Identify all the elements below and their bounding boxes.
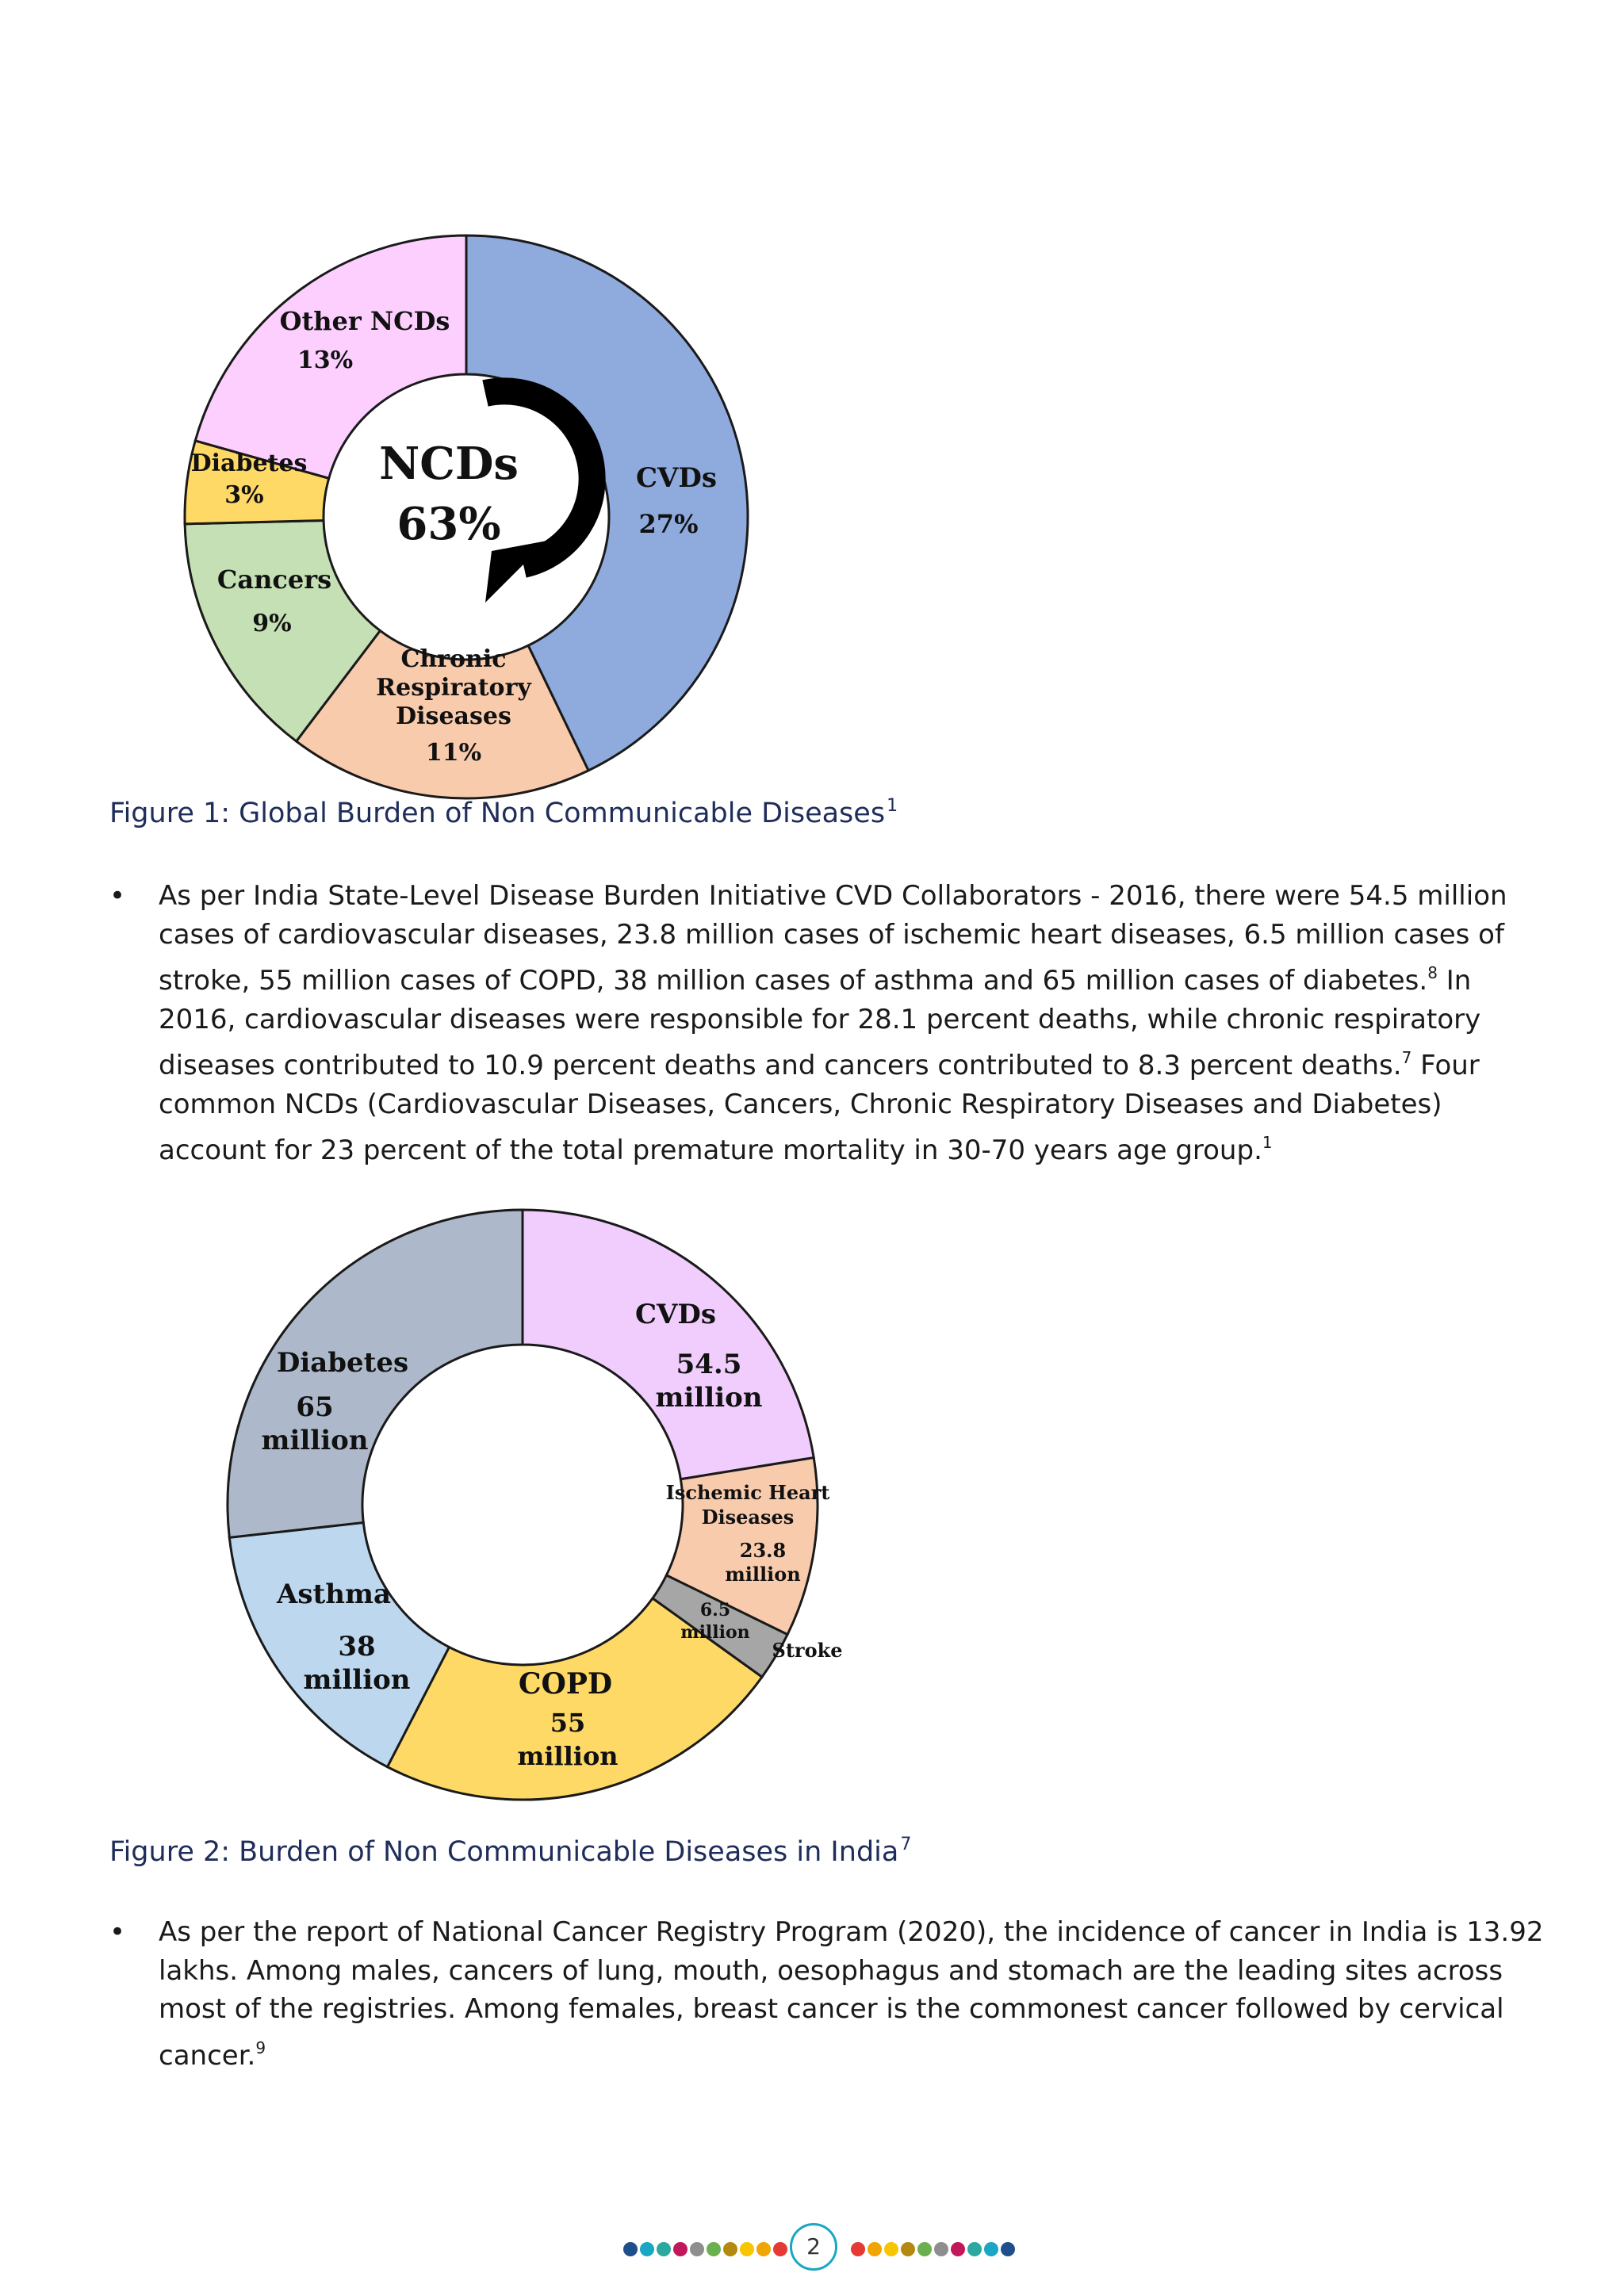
figure-1-caption	[109, 796, 898, 829]
slice-unit-diabetes: million	[261, 1425, 369, 1456]
center-label: NCDs	[379, 438, 519, 490]
para2-text: As per the report of National Cancer Registry Program (2020), the incidence of cancer in India is 13.92 lakhs. Among males, cancers of lung, mouth, oesophagus and stomach are the leading sites across most of the registries. Among females, breast cancer is the commonest cancer followed by cervical cancer.	[159, 1916, 1544, 2072]
slice-value-ihd: 23.8	[739, 1539, 787, 1562]
footer-dots-left	[623, 2242, 790, 2256]
footer-dot-left-10	[773, 2242, 787, 2256]
ref-1: 1	[1262, 1133, 1273, 1152]
figure-2-caption	[109, 1835, 911, 1868]
ref-8: 8	[1427, 963, 1438, 982]
footer-dot-left-6	[707, 2242, 721, 2256]
bullet-paragraph-1	[109, 877, 1553, 1170]
slice-label-cvds: CVDs	[634, 1299, 717, 1330]
bullet-marker: •	[109, 1916, 126, 1948]
center-value: 63%	[396, 498, 501, 550]
slice-cvds	[523, 1210, 814, 1479]
footer-dot-right-9	[984, 2242, 998, 2256]
footer-dot-left-3	[657, 2242, 671, 2256]
slice-value-cancers: 9%	[252, 610, 292, 637]
footer-dot-left-4	[673, 2242, 688, 2256]
slice-label-diabetes: Diabetes	[190, 450, 308, 477]
clockwise-arrow-icon	[485, 391, 592, 603]
figure-1-title: Figure 1: Global Burden of Non Communicable Diseases	[109, 798, 886, 829]
slice-value-copd: 55	[550, 1708, 586, 1738]
slice-unit-stroke: million	[680, 1622, 750, 1643]
footer-dot-right-10	[1001, 2242, 1015, 2256]
slice-label-chronic-line2: Respiratory	[376, 674, 531, 702]
slice-label-cvds: CVDs	[635, 462, 718, 494]
slice-value-cvds: 27%	[638, 509, 699, 539]
para1-text-b: In 2016, cardiovascular diseases were responsible for 28.1 percent deaths, while chronic respiratory diseases contributed to 10.9 percent deaths and cancers contributed to 8.3 percent deaths.	[159, 965, 1481, 1081]
slice-unit-cvds: million	[655, 1382, 763, 1414]
slice-value-asthma: 38	[338, 1631, 376, 1663]
ref-7: 7	[1401, 1048, 1412, 1067]
slice-label-ihd-line2: Diseases	[701, 1506, 795, 1529]
slice-value-cvds: 54.5	[676, 1349, 742, 1380]
slice-label-asthma: Asthma	[277, 1578, 391, 1610]
footer-dot-left-2	[640, 2242, 654, 2256]
slice-label-ihd-line1: Ischemic Heart	[665, 1481, 830, 1504]
bullet-marker: •	[109, 880, 126, 912]
slice-label-cancers: Cancers	[216, 564, 332, 595]
ncd-global-donut-chart	[0, 0, 1624, 793]
footer-dot-left-7	[723, 2242, 737, 2256]
slice-unit-asthma: million	[303, 1664, 411, 1696]
bullet-paragraph-2	[109, 1913, 1553, 2075]
footer-dot-left-5	[690, 2242, 704, 2256]
slice-value-chronic: 11%	[425, 739, 482, 767]
footer-dot-left-8	[740, 2242, 754, 2256]
slice-label-diabetes: Diabetes	[276, 1347, 409, 1379]
footer-dot-right-2	[868, 2242, 882, 2256]
footer-dot-right-7	[951, 2242, 965, 2256]
footer-dots-right	[851, 2242, 1017, 2256]
footer-dot-right-4	[901, 2242, 915, 2256]
slice-value-diabetes: 65	[296, 1391, 334, 1423]
footer-dot-right-1	[851, 2242, 865, 2256]
slice-value-stroke: 6.5	[699, 1600, 731, 1621]
slice-unit-ihd: million	[725, 1563, 801, 1586]
footer-dot-right-6	[934, 2242, 948, 2256]
slice-label-chronic-line3: Diseases	[396, 702, 511, 730]
footer-dot-right-8	[967, 2242, 982, 2256]
slice-label-chronic-line1: Chronic	[400, 645, 507, 673]
para1-text-c: Four common NCDs (Cardiovascular Diseases, Cancers, Chronic Respiratory Diseases and Diabetes) account for 23 percent of the total premature mortality in 30-70 years age group.	[159, 1050, 1480, 1166]
slice-value-diabetes: 3%	[224, 481, 264, 509]
figure-2-title: Figure 2: Burden of Non Communicable Diseases in India	[109, 1836, 899, 1868]
footer-dot-left-1	[623, 2242, 638, 2256]
footer-dot-right-3	[884, 2242, 898, 2256]
footer-dot-right-5	[917, 2242, 932, 2256]
slice-label-other: Other NCDs	[279, 306, 450, 336]
slice-unit-copd: million	[517, 1741, 619, 1771]
slice-value-other: 13%	[297, 346, 354, 374]
para1-text-a: As per India State-Level Disease Burden Initiative CVD Collaborators - 2016, there were 54.5 million cases of cardiovascular diseases, 23.8 million cases of ischemic heart diseases, 6.5 million cases of stroke, 55 million cases of COPD, 38 million cases of asthma and 65 million cases of diabetes.	[159, 880, 1507, 997]
ref-9: 9	[255, 2038, 266, 2057]
figure-1-ref: 1	[887, 796, 898, 816]
footer-dot-left-9	[756, 2242, 771, 2256]
slice-label-copd: COPD	[518, 1667, 613, 1701]
slice-label-stroke: Stroke	[772, 1639, 843, 1662]
ncd-india-donut-chart	[0, 1173, 1624, 1808]
page-number: 2	[790, 2223, 837, 2271]
figure-2-ref: 7	[900, 1835, 912, 1854]
